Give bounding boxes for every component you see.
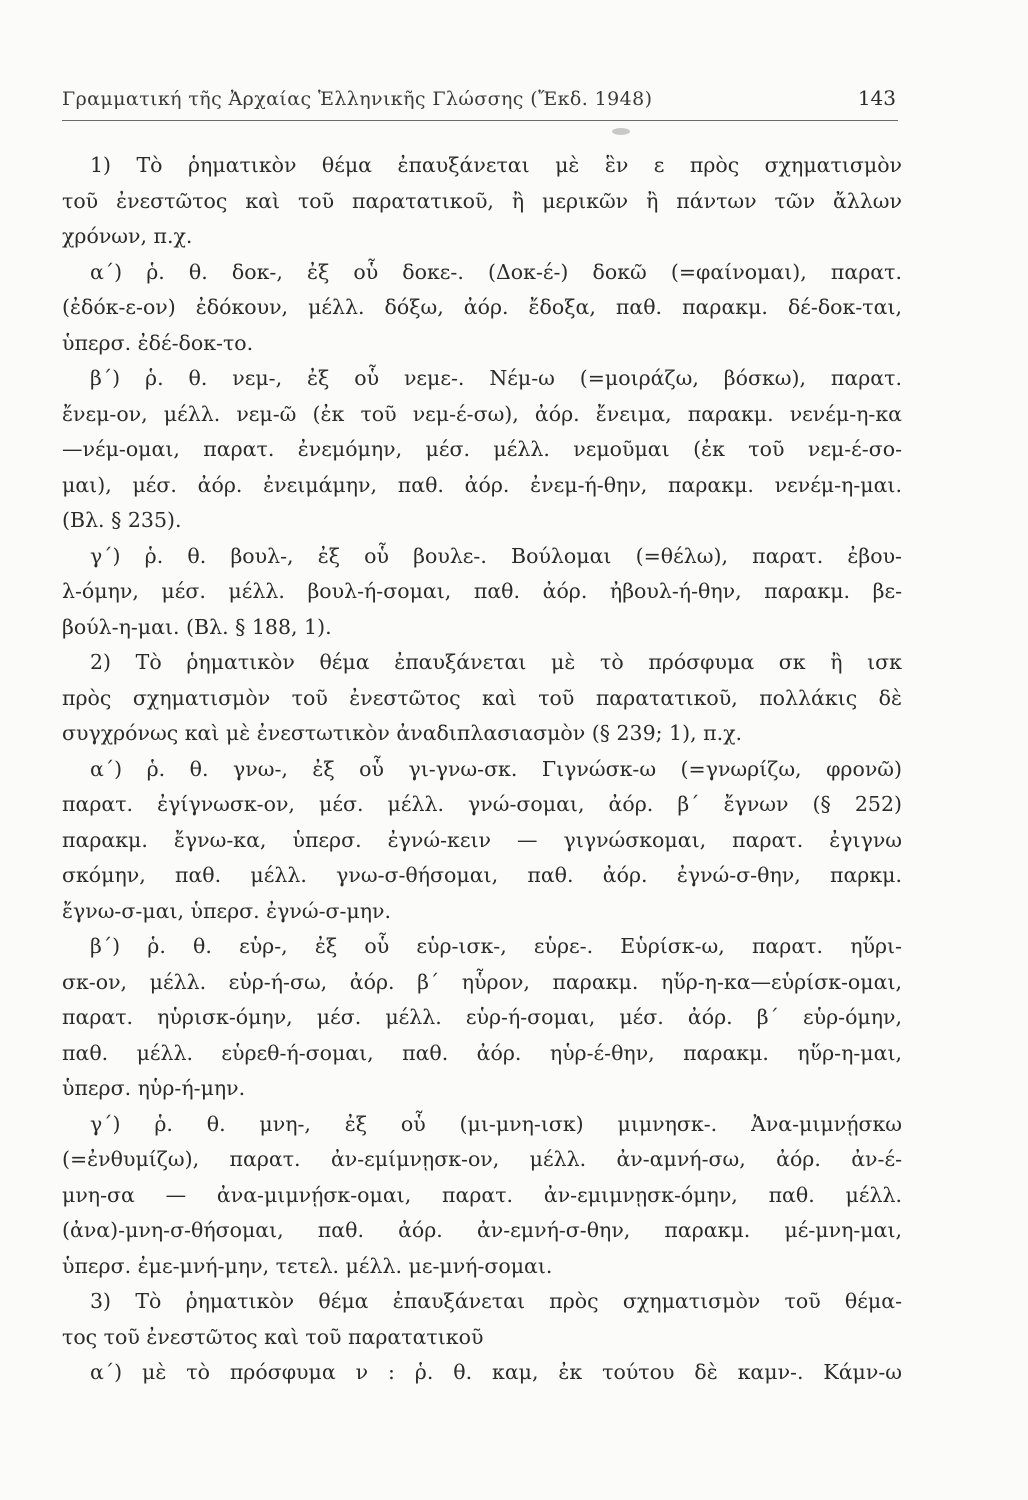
text-line: χρόνων, π.χ. [62, 224, 193, 248]
text-line: παρατ. ἐγίγνωσκ-ον, μέσ. μέλλ. γνώ-σομαι, ἀόρ. β΄ ἔγνων (§ 252) [62, 792, 902, 816]
text-line: τος τοῦ ἐνεστῶτος καὶ τοῦ παρατατικοῦ [62, 1324, 484, 1349]
text-line: ὑπερσ. ηὑρ-ή-μην. [62, 1076, 246, 1100]
text-line: α΄) ῥ. θ. δοκ-, ἐξ οὗ δοκε-. (Δοκ-έ-) δοκῶ (=φαίνομαι), παρατ. [90, 259, 902, 284]
text-line: μαι), μέσ. ἀόρ. ἐνειμάμην, παθ. ἀόρ. ἐνεμ-ή-θην, παρακμ. νενέμ-η-μαι. [62, 472, 902, 497]
running-head: Γραμματική τῆς Ἀρχαίας Ἑλληνικῆς Γλώσσης (Ἔκδ. 1948) [62, 88, 653, 110]
text-line: τοῦ ἐνεστῶτος καὶ τοῦ παρατατικοῦ, ἢ μερικῶν ἢ πάντων τῶν ἄλλων [62, 188, 902, 213]
text-line: πρὸς σχηματισμὸν τοῦ ἐνεστῶτος καὶ τοῦ παρατατικοῦ, πολλάκις δὲ [62, 685, 902, 710]
text-line: α΄) ῥ. θ. γνω-, ἐξ οὗ γι-γνω-σκ. Γιγνώσκ-ω (=γνωρίζω, φρονῶ) [90, 756, 902, 781]
page-header [62, 80, 898, 121]
text-line: 1) Τὸ ῥηματικὸν θέμα ἐπαυξάνεται μὲ ἓν ε πρὸς σχηματισμὸν [90, 153, 902, 177]
ink-smudge [612, 128, 630, 135]
text-line: α΄) μὲ τὸ πρόσφυμα ν : ῥ. θ. καμ, ἐκ τούτου δὲ καμν-. Κάμν-ω [90, 1360, 902, 1384]
text-line: παρακμ. ἔγνω-κα, ὑπερσ. ἐγνώ-κειν — γιγνώσκομαι, παρατ. ἐγιγνω [62, 827, 902, 852]
text-line: λ-όμην, μέσ. μέλλ. βουλ-ή-σομαι, παθ. ἀόρ. ἠβουλ-ή-θην, παρακμ. βε- [62, 579, 902, 603]
text-line: (ἐδόκ-ε-ον) ἐδόκουν, μέλλ. δόξω, ἀόρ. ἔδοξα, παθ. παρακμ. δέ-δοκ-ται, [62, 295, 902, 319]
text-line: παθ. μέλλ. εὑρεθ-ή-σομαι, παθ. ἀόρ. ηὑρ-έ-θην, παρακμ. ηὕρ-η-μαι, [62, 1040, 902, 1065]
page-number: 143 [857, 86, 896, 110]
body-text [62, 148, 902, 1391]
text-line: σκόμην, παθ. μέλλ. γνω-σ-θήσομαι, παθ. ἀόρ. ἐγνώ-σ-θην, παρκμ. [62, 863, 902, 887]
text-line: 2) Τὸ ῥηματικὸν θέμα ἐπαυξάνεται μὲ τὸ πρόσφυμα σκ ἢ ισκ [90, 650, 902, 674]
text-line: γ΄) ῥ. θ. μνη-, ἐξ οὗ (μι-μνη-ισκ) μιμνησκ-. Ἀνα-μιμνῄσκω [90, 1111, 902, 1136]
text-line: 3) Τὸ ῥηματικὸν θέμα ἐπαυξάνεται πρὸς σχηματισμὸν τοῦ θέμα- [90, 1289, 902, 1313]
text-line: γ΄) ῥ. θ. βουλ-, ἐξ οὗ βουλε-. Βούλομαι (=θέλω), παρατ. ἐβου- [90, 543, 902, 568]
text-line: β΄) ῥ. θ. εὑρ-, ἐξ οὗ εὑρ-ισκ-, εὑρε-. Εὑρίσκ-ω, παρατ. ηὕρι- [90, 934, 902, 958]
text-line: ἔνεμ-ον, μέλλ. νεμ-ῶ (ἐκ τοῦ νεμ-έ-σω), ἀόρ. ἔνειμα, παρακμ. νενέμ-η-κα [62, 401, 902, 426]
text-line: σκ-ον, μέλλ. εὑρ-ή-σω, ἀόρ. β΄ ηὗρον, παρακμ. ηὕρ-η-κα—εὑρίσκ-ομαι, [62, 969, 902, 994]
text-line: συγχρόνως καὶ μὲ ἐνεστωτικὸν ἀναδιπλασιασμὸν (§ 239; 1), π.χ. [62, 721, 743, 745]
text-line: ὑπερσ. ἐμε-μνή-μην, τετελ. μέλλ. με-μνή-σομαι. [62, 1253, 553, 1278]
text-line: ἔγνω-σ-μαι, ὑπερσ. ἐγνώ-σ-μην. [62, 898, 392, 923]
text-line: β΄) ῥ. θ. νεμ-, ἐξ οὗ νεμε-. Νέμ-ω (=μοιράζω, βόσκω), παρατ. [90, 366, 902, 390]
text-line: μνη-σα — ἀνα-μιμνῄσκ-ομαι, παρατ. ἀν-εμιμνῃσκ-όμην, παθ. μέλλ. [62, 1182, 902, 1207]
text-line: παρατ. ηὑρισκ-όμην, μέσ. μέλλ. εὑρ-ή-σομαι, μέσ. ἀόρ. β΄ εὑρ-όμην, [62, 1005, 902, 1029]
text-line: —νέμ-ομαι, παρατ. ἐνεμόμην, μέσ. μέλλ. νεμοῦμαι (ἐκ τοῦ νεμ-έ-σο- [62, 437, 902, 461]
text-line: (=ἐνθυμίζω), παρατ. ἀν-εμίμνῃσκ-ον, μέλλ. ἀν-αμνή-σω, ἀόρ. ἀν-έ- [62, 1147, 902, 1171]
text-line: (Βλ. § 235). [62, 508, 182, 532]
text-line: ὑπερσ. ἐδέ-δοκ-το. [62, 330, 254, 355]
text-line: (ἀνα)-μνη-σ-θήσομαι, παθ. ἀόρ. ἀν-εμνή-σ-θην, παρακμ. μέ-μνη-μαι, [62, 1218, 902, 1242]
text-line: βούλ-η-μαι. (Βλ. § 188, 1). [62, 614, 332, 639]
